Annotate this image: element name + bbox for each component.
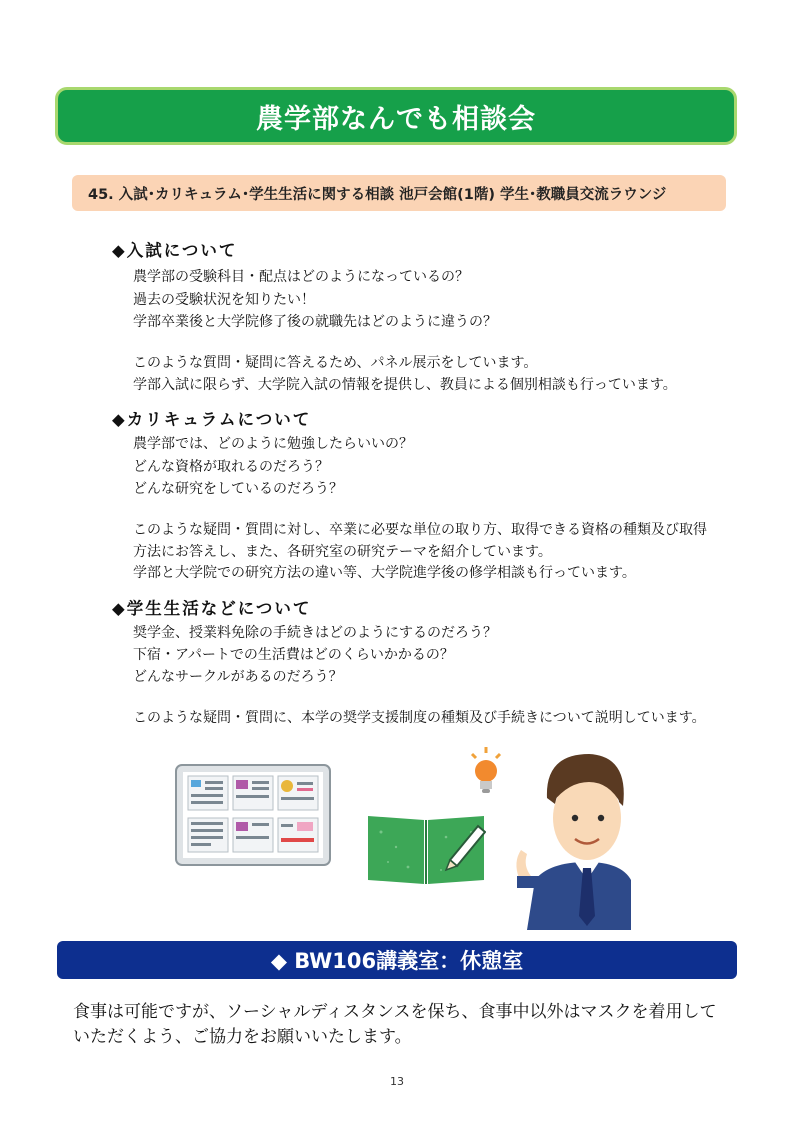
section-line: どんな研究をしているのだろう？ xyxy=(133,481,343,497)
section-line: どんなサークルがあるのだろう？ xyxy=(133,669,343,685)
section-heading-curriculum: ◆カリキュラムについて xyxy=(112,410,312,429)
room-banner-text: ◆ BW106講義室：休憩室 xyxy=(270,949,524,973)
section-line: このような疑問・質問に対し、卒業に必要な単位の取り方、取得できる資格の種類及び取得 xyxy=(133,522,707,538)
section-line: 下宿・アパートでの生活費はどのくらいかかるの？ xyxy=(133,647,454,663)
section-line: 農学部の受験科目・配点はどのようになっているの？ xyxy=(133,269,469,285)
room-banner xyxy=(57,941,737,979)
notice-line: いただくよう、ご協力をお願いいたします。 xyxy=(73,1027,412,1047)
section-line: 学部卒業後と大学院修了後の就職先はどのように違うの？ xyxy=(133,314,497,330)
section-line: このような質問・疑問に答えるため、パネル展示をしています。 xyxy=(133,355,538,371)
section-line: 農学部では、どのように勉強したらいいの？ xyxy=(133,436,413,452)
teacher-illustration xyxy=(509,746,631,930)
lightbulb-icon xyxy=(468,745,504,799)
notice-line: 食事は可能ですが、ソーシャルディスタンスを保ち、食事中以外はマスクを着用して xyxy=(73,1002,717,1022)
section-line: このような疑問・質問に、本学の奨学支援制度の種類及び手続きについて説明しています。 xyxy=(133,710,706,726)
page-title: 農学部なんでも相談会 xyxy=(256,103,536,135)
section-heading-student-life: ◆学生生活などについて xyxy=(112,599,312,618)
section-line: 方法にお答えし、また、各研究室の研究テーマを紹介しています。 xyxy=(133,544,552,560)
section-line: 過去の受験状況を知りたい！ xyxy=(133,292,315,308)
subtitle: 45. 入試･カリキュラム･学生生活に関する相談 池戸会館(1階) 学生･教職員交流ラウンジ xyxy=(88,186,667,203)
subtitle-banner xyxy=(72,175,726,211)
title-banner xyxy=(55,87,737,145)
section-line: どんな資格が取れるのだろう？ xyxy=(133,459,329,475)
section-line: 奨学金、授業料免除の手続きはどのようにするのだろう？ xyxy=(133,625,497,641)
section-line: 学部入試に限らず、大学院入試の情報を提供し、教員による個別相談も行っています。 xyxy=(133,377,677,393)
section-line: 学部と大学院での研究方法の違い等、大学院進学後の修学相談も行っています。 xyxy=(133,565,636,581)
page-number: 13 xyxy=(390,1075,404,1088)
panel-board-illustration xyxy=(175,764,331,866)
section-heading-entrance: ◆入試について xyxy=(112,241,238,260)
open-book-pen-illustration xyxy=(366,812,486,886)
